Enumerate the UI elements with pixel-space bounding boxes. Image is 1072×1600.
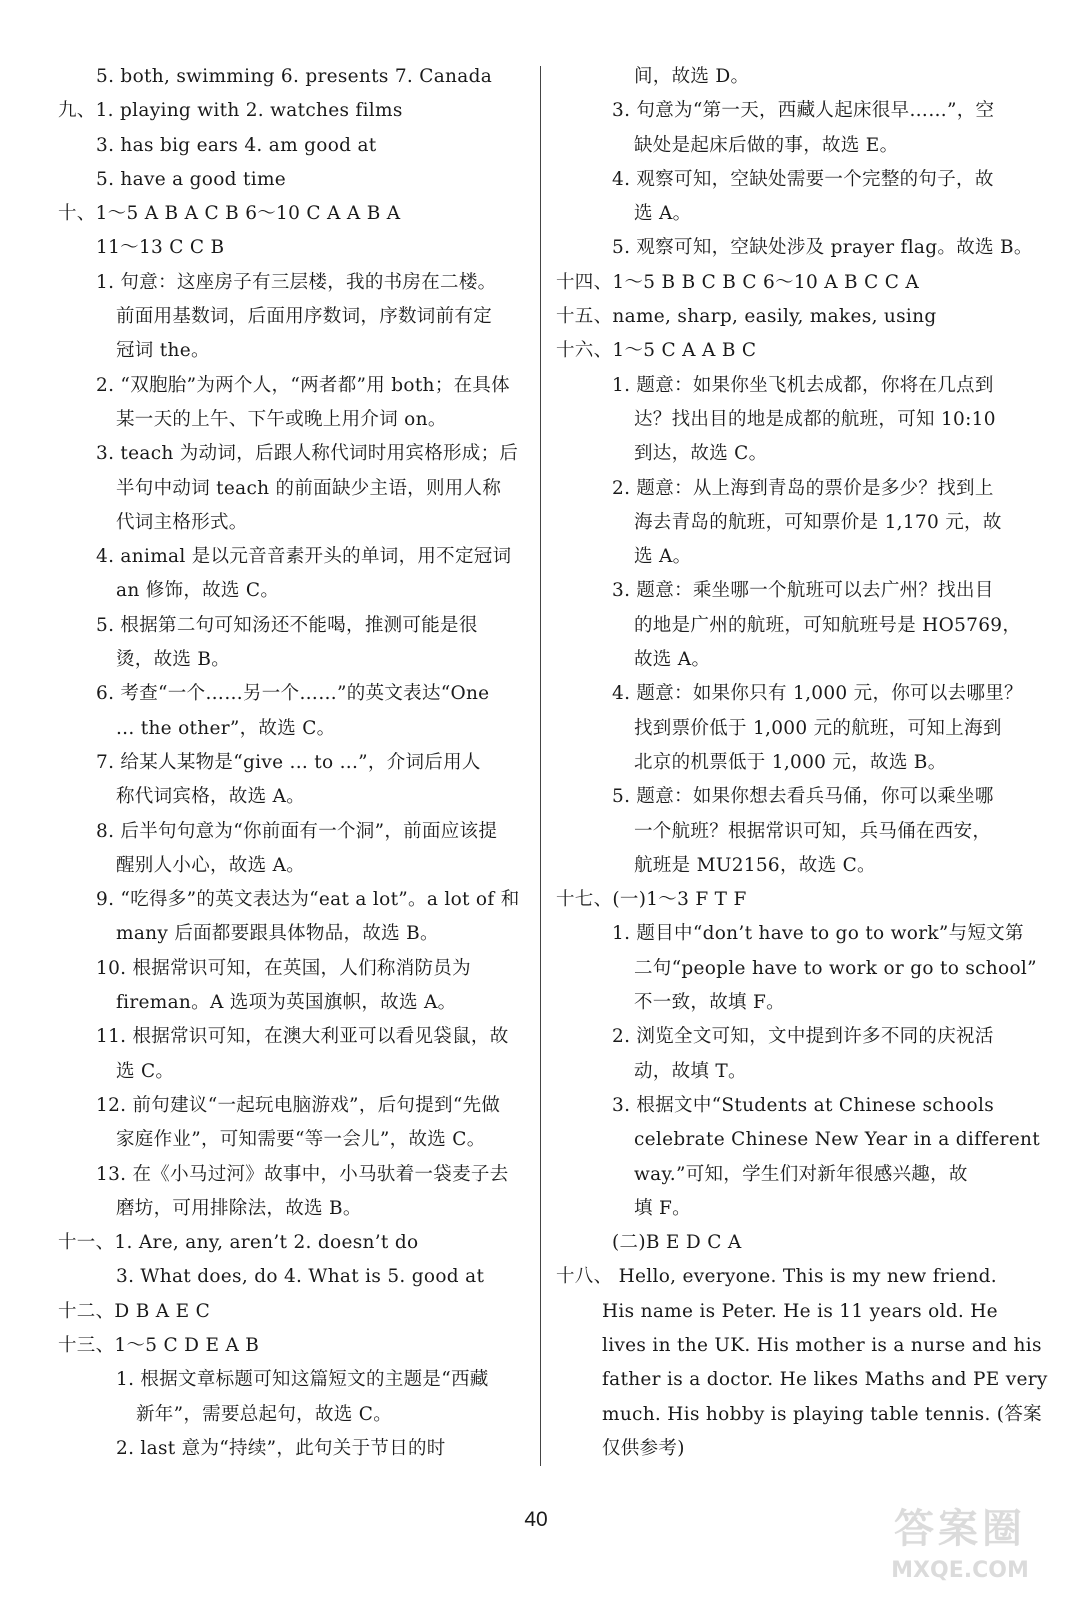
- explanation-line: 填 F。: [634, 1197, 691, 1219]
- explanation-line: 8. 后半句句意为“你前面有一个洞”，前面应该提: [96, 820, 498, 842]
- explanation-line: 11. 根据常识可知，在澳大利亚可以看见袋鼠，故: [96, 1026, 509, 1048]
- explanation-line: celebrate Chinese New Year in a different: [634, 1129, 1040, 1151]
- explanation-line: 代词主格形式。: [116, 511, 248, 533]
- answer-line: 5. have a good time: [96, 168, 287, 190]
- explanation-line: 5. 根据第二句可知汤还不能喝，推测可能是很: [96, 614, 478, 636]
- explanation-line: 5. 题意：如果你想去看兵马俑，你可以乘坐哪: [612, 786, 994, 808]
- explanation-line: 达？找出目的地是成都的航班，可知 10:10: [634, 408, 996, 430]
- section-heading: 十、1～5 A B A C B 6～10 C A A B A: [58, 203, 401, 225]
- explanation-line: 2. “双胞胎”为两个人，“两者都”用 both；在具体: [96, 374, 510, 396]
- explanation-line: 故选 A。: [634, 649, 711, 671]
- explanation-line: 新年”，需要总起句，故选 C。: [136, 1403, 392, 1425]
- explanation-line: 9. “吃得多”的英文表达为“eat a lot”。a lot of 和: [96, 889, 520, 911]
- essay-line: much. His hobby is playing table tennis. (答案: [602, 1403, 1042, 1425]
- explanation-line: 动，故填 T。: [634, 1060, 747, 1082]
- section-heading: 十七、(一)1～3 F T F: [556, 889, 747, 911]
- left-column: [58, 60, 534, 1466]
- explanation-line: 半句中动词 teach 的前面缺少主语，则用人称: [116, 477, 502, 499]
- page-number: 40: [524, 1508, 548, 1531]
- explanation-line: 1. 根据文章标题可知这篇短文的主题是“西藏: [116, 1369, 489, 1391]
- explanation-line: 13. 在《小马过河》故事中，小马驮着一袋麦子去: [96, 1163, 509, 1185]
- explanation-line: 航班是 MU2156，故选 C。: [634, 854, 876, 876]
- explanation-line: 4. 观察可知，空缺处需要一个完整的句子，故: [612, 168, 994, 190]
- explanation-line: 12. 前句建议“一起玩电脑游戏”，后句提到“先做: [96, 1094, 501, 1116]
- explanation-line: 前面用基数词，后面用序数词，序数词前有定: [116, 306, 493, 328]
- explanation-line: 一个航班？根据常识可知，兵马俑在西安，: [634, 820, 992, 842]
- answer-line: (二)B E D C A: [612, 1232, 742, 1254]
- explanation-line: 选 A。: [634, 546, 692, 568]
- explanation-line: 北京的机票低于 1,000 元，故选 B。: [634, 751, 947, 773]
- section-heading: 九、1. playing with 2. watches films: [58, 100, 403, 122]
- explanation-line: 二句“people have to work or go to school”: [634, 957, 1037, 979]
- answer-line: 11～13 C C B: [96, 237, 225, 259]
- explanation-line: 7. 给某人某物是“give ... to ...”，介词后用人: [96, 751, 481, 773]
- explanation-line: 称代词宾格，故选 A。: [116, 786, 306, 808]
- explanation-line: an 修饰，故选 C。: [116, 580, 280, 602]
- explanation-line: way.”可知，学生们对新年很感兴趣，故: [634, 1163, 968, 1185]
- explanation-line: ... the other”，故选 C。: [116, 717, 336, 739]
- section-heading: 十五、name, sharp, easily, makes, using: [556, 306, 937, 328]
- essay-line: His name is Peter. He is 11 years old. He: [602, 1300, 998, 1322]
- section-heading: 十四、1～5 B B C B C 6～10 A B C C A: [556, 271, 920, 293]
- explanation-line: 2. 浏览全文可知，文中提到许多不同的庆祝活: [612, 1026, 994, 1048]
- answer-line: 5. both, swimming 6. presents 7. Canada: [96, 66, 493, 87]
- explanation-line: 3. teach 为动词，后跟人称代词时用宾格形成；后: [96, 443, 519, 465]
- explanation-line: 6. 考查“一个……另一个……”的英文表达“One: [96, 683, 490, 705]
- explanation-line: 10. 根据常识可知，在英国，人们称消防员为: [96, 957, 471, 979]
- explanation-line: 醒别人小心，故选 A。: [116, 854, 306, 876]
- explanation-line: 的地是广州的航班，可知航班号是 HO5769，: [634, 614, 1022, 636]
- explanation-line: 3. 题意：乘坐哪一个航班可以去广州？找出目: [612, 580, 994, 602]
- essay-line: 仅供参考): [602, 1437, 685, 1459]
- explanation-line: 家庭作业”，可知需要“等一会儿”，故选 C。: [116, 1129, 486, 1151]
- explanation-line: 3. 句意为“第一天，西藏人起床很早……”，空: [612, 100, 995, 122]
- section-heading: 十一、1. Are, any, aren’t 2. doesn’t do: [58, 1232, 419, 1254]
- watermark-url: MXQE.COM: [891, 1558, 1029, 1583]
- explanation-line: 冠词 the。: [116, 340, 210, 362]
- answer-line: 3. What does, do 4. What is 5. good at: [116, 1266, 485, 1288]
- explanation-line: 1. 题目中“don’t have to go to work”与短文第: [612, 923, 1024, 945]
- watermark-stamp: 答案圈: [894, 1506, 1026, 1552]
- answer-line: 3. has big ears 4. am good at: [96, 134, 377, 156]
- explanation-line: 2. 题意：从上海到青岛的票价是多少？找到上: [612, 477, 994, 499]
- explanation-line: many 后面都要跟具体物品，故选 B。: [116, 923, 439, 945]
- section-heading: 十八、 Hello, everyone. This is my new friend.: [556, 1266, 997, 1288]
- explanation-line: 1. 句意：这座房子有三层楼，我的书房在二楼。: [96, 271, 497, 293]
- column-divider: [540, 66, 541, 1466]
- explanation-line: 4. animal 是以元音音素开头的单词，用不定冠词: [96, 546, 512, 568]
- essay-line: lives in the UK. His mother is a nurse and his: [602, 1334, 1042, 1356]
- right-column: [556, 60, 1048, 1466]
- explanation-line: 4. 题意：如果你只有 1,000 元，你可以去哪里？: [612, 683, 1023, 705]
- watermark-logo: [870, 1500, 1050, 1592]
- explanation-line: 烫，故选 B。: [116, 649, 231, 671]
- explanation-line: 1. 题意：如果你坐飞机去成都，你将在几点到: [612, 374, 994, 396]
- explanation-line: 5. 观察可知，空缺处涉及 prayer flag。故选 B。: [612, 237, 1033, 259]
- section-heading: 十六、1～5 C A A B C: [556, 340, 757, 362]
- essay-line: father is a doctor. He likes Maths and PE very: [602, 1369, 1048, 1391]
- section-heading: 十三、1～5 C D E A B: [58, 1334, 260, 1356]
- explanation-line: 3. 根据文中“Students at Chinese schools: [612, 1094, 994, 1116]
- explanation-line: 选 A。: [634, 203, 692, 225]
- explanation-line: 某一天的上午、下午或晚上用介词 on。: [116, 408, 447, 430]
- section-heading: 十二、D B A E C: [58, 1300, 211, 1322]
- explanation-line: 缺处是起床后做的事，故选 E。: [634, 134, 899, 156]
- explanation-line: 海去青岛的航班，可知票价是 1,170 元，故: [634, 511, 1002, 533]
- explanation-line: 磨坊，可用排除法，故选 B。: [116, 1197, 362, 1219]
- explanation-line: 2. last 意为“持续”，此句关于节日的时: [116, 1437, 446, 1459]
- explanation-line: 选 C。: [116, 1060, 175, 1082]
- explanation-line: 间，故选 D。: [634, 66, 750, 87]
- explanation-line: fireman。A 选项为英国旗帜，故选 A。: [116, 992, 457, 1014]
- explanation-line: 不一致，故填 F。: [634, 992, 785, 1014]
- explanation-line: 到达，故选 C。: [634, 443, 768, 465]
- explanation-line: 找到票价低于 1,000 元的航班，可知上海到: [634, 717, 1002, 739]
